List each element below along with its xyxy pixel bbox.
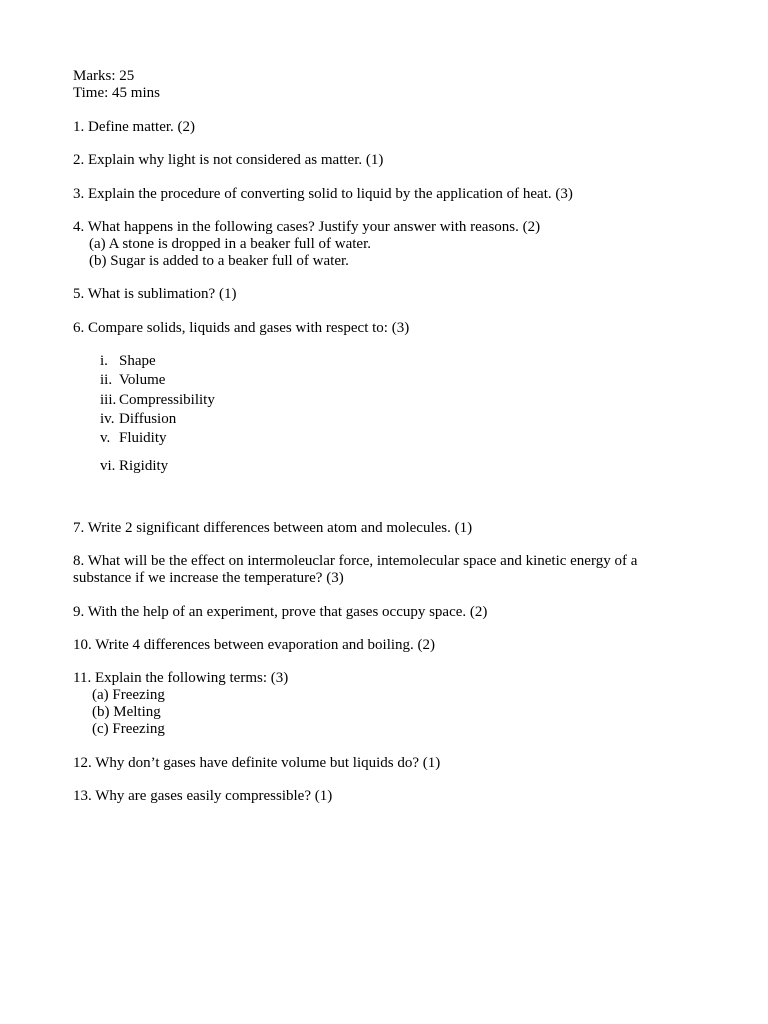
question-13: 13. Why are gases easily compressible? (1): [73, 788, 333, 804]
question-4-part-a: (a) A stone is dropped in a beaker full of water.: [89, 236, 371, 252]
list-item-label: Volume: [119, 372, 166, 388]
question-10: 10. Write 4 differences between evaporation and boiling. (2): [73, 637, 436, 653]
question-4-part-b: (b) Sugar is added to a beaker full of water.: [89, 253, 349, 269]
question-8-line-1: 8. What will be the effect on intermoleuclar force, intemolecular space and kinetic energy of a: [73, 553, 638, 569]
question-11-part-c: (c) Freezing: [92, 721, 165, 737]
question-2: 2. Explain why light is not considered as matter. (1): [73, 152, 384, 168]
list-item-label: Shape: [119, 353, 156, 369]
question-7: 7. Write 2 significant differences between atom and molecules. (1): [73, 520, 473, 536]
list-item-number: v.: [100, 430, 111, 446]
list-item-number: iii.: [100, 392, 117, 408]
list-item-label: Rigidity: [119, 458, 169, 474]
list-item-number: vi.: [100, 458, 116, 474]
list-item-number: iv.: [100, 411, 115, 427]
question-1: 1. Define matter. (2): [73, 119, 196, 135]
question-11-part-b: (b) Melting: [92, 704, 161, 720]
question-11: 11. Explain the following terms: (3): [73, 670, 289, 686]
question-5: 5. What is sublimation? (1): [73, 286, 237, 302]
time-text: Time: 45 mins: [73, 85, 160, 101]
question-4: 4. What happens in the following cases? Justify your answer with reasons. (2): [73, 219, 541, 235]
question-8-line-2: substance if we increase the temperature? (3): [73, 570, 344, 586]
question-9: 9. With the help of an experiment, prove that gases occupy space. (2): [73, 604, 488, 620]
list-item-number: i.: [100, 353, 108, 369]
question-12: 12. Why don’t gases have definite volume but liquids do? (1): [73, 755, 441, 771]
question-3: 3. Explain the procedure of converting solid to liquid by the application of heat. (3): [73, 186, 573, 202]
list-item-number: ii.: [100, 372, 113, 388]
list-item-label: Diffusion: [119, 411, 177, 427]
question-11-part-a: (a) Freezing: [92, 687, 165, 703]
list-item-label: Compressibility: [119, 392, 215, 408]
marks-text: Marks: 25: [73, 68, 135, 84]
list-item-label: Fluidity: [119, 430, 167, 446]
question-6: 6. Compare solids, liquids and gases with respect to: (3): [73, 320, 410, 336]
